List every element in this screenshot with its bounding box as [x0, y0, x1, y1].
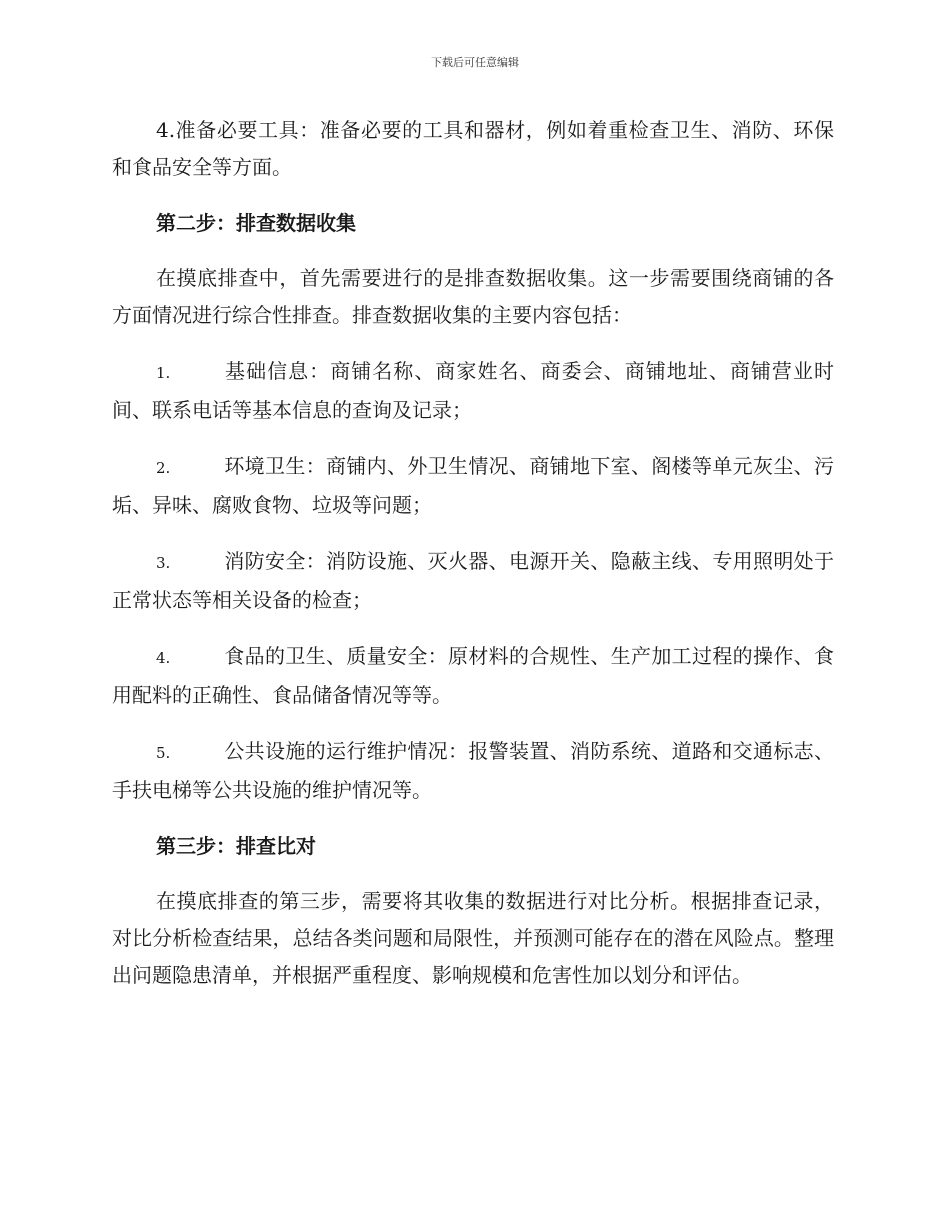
document-body: [112, 112, 834, 1013]
paragraph-data-collection: 在摸底排查中，首先需要进行的是排查数据收集。这一步需要围绕商铺的各方面情况进行综合性排查。排查数据收集的主要内容包括：: [112, 266, 834, 327]
list-item-text: 消防安全：消防设施、灭火器、电源开关、隐蔽主线、专用照明处于正常状态等相关设备的检查；: [112, 549, 834, 612]
list-item: [112, 353, 834, 429]
list-item-number: 4.: [156, 649, 171, 667]
page-header: 下载后可任意编辑: [431, 56, 519, 69]
list-item-number: 1.: [156, 364, 171, 382]
list-item-number: 3.: [156, 554, 171, 572]
list-item-text: 食品的卫生、质量安全：原材料的合规性、生产加工过程的操作、食用配料的正确性、食品储备情况等等。: [112, 644, 834, 707]
paragraph-prepare-tools: 4.准备必要工具：准备必要的工具和器材，例如着重检查卫生、消防、环保和食品安全等方面。: [112, 118, 834, 179]
list-item: [112, 448, 834, 524]
list-item: [112, 733, 834, 809]
list-item: [112, 638, 834, 714]
paragraph-comparison: 在摸底排查的第三步，需要将其收集的数据进行对比分析。根据排查记录，对比分析检查结果，总结各类问题和局限性，并预测可能存在的潜在风险点。整理出问题隐患清单，并根据严重程度、影响规模和危害性加以划分和评估。: [112, 889, 834, 987]
list-item-text: 公共设施的运行维护情况：报警装置、消防系统、道路和交通标志、手扶电梯等公共设施的维护情况等。: [112, 739, 834, 802]
list-item: [112, 543, 834, 619]
list-item-number: 2.: [156, 459, 171, 477]
heading-step-two: 第二步：排查数据收集: [156, 211, 356, 235]
list-item-text: 基础信息：商铺名称、商家姓名、商委会、商铺地址、商铺营业时间、联系电话等基本信息的查询及记录；: [112, 359, 834, 422]
list-item-text: 环境卫生：商铺内、外卫生情况、商铺地下室、阁楼等单元灰尘、污垢、异味、腐败食物、垃圾等问题；: [112, 454, 834, 517]
heading-step-three: 第三步：排查比对: [156, 834, 316, 858]
list-item-number: 5.: [156, 744, 171, 762]
